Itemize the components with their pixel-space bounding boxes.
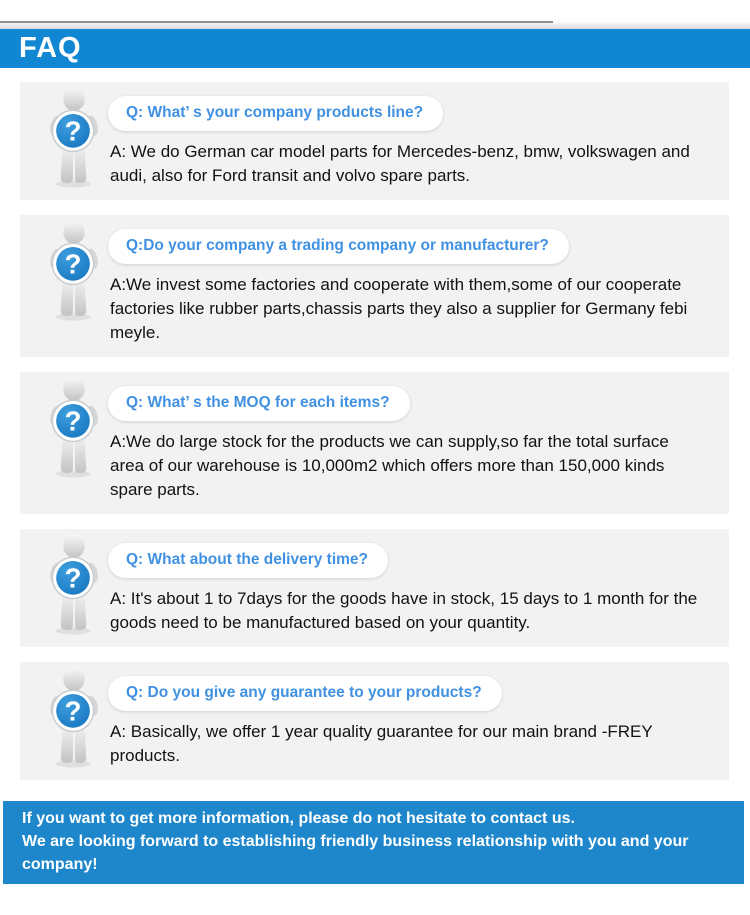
- question-figure-icon: [46, 534, 100, 636]
- question-figure-icon: [46, 667, 100, 769]
- faq-header-bar: [0, 29, 750, 68]
- faq-item-4: [20, 529, 729, 647]
- faq-list: [0, 82, 750, 780]
- faq-item-2: [20, 215, 729, 357]
- page-title: FAQ: [19, 32, 82, 64]
- question-bubble: [108, 96, 443, 131]
- question-text: Q: What about the delivery time?: [126, 551, 368, 568]
- answer-text: A: Basically, we offer 1 year quality guarantee for our main brand -FREY products.: [110, 722, 653, 765]
- top-divider-line: [0, 21, 553, 23]
- answer-text: A: We do German car model parts for Mercedes-benz, bmw, volkswagen and audi, also for Ford transit and volvo spare parts.: [110, 142, 690, 185]
- question-text: Q: Do you give any guarantee to your products?: [126, 684, 482, 701]
- question-bubble: [108, 386, 410, 421]
- question-bubble: [108, 676, 502, 711]
- faq-item-1: [20, 82, 729, 200]
- question-bubble: [108, 229, 569, 264]
- answer-text: A: It's about 1 to 7days for the goods have in stock, 15 days to 1 month for the goods need to be manufactured based on your quantity.: [110, 589, 698, 632]
- question-text: Q:Do your company a trading company or manufacturer?: [126, 237, 549, 254]
- faq-item-3: [20, 372, 729, 514]
- question-figure-icon: [46, 87, 100, 189]
- contact-banner-line2: We are looking forward to establishing friendly business relationship with you and your company!: [22, 833, 689, 873]
- faq-item-5: [20, 662, 729, 780]
- question-figure-icon: [46, 220, 100, 322]
- contact-banner: [3, 801, 744, 884]
- question-text: Q: What’ s your company products line?: [126, 104, 424, 121]
- answer-text: A:We invest some factories and cooperate with them,some of our cooperate factories like rubber parts,chassis parts they also a supplier for Germany febi meyle.: [110, 275, 688, 342]
- question-figure-icon: [46, 377, 100, 479]
- answer-text: A:We do large stock for the products we can supply,so far the total surface area of our warehouse is 10,000m2 which offers more than 150,000 kinds spare parts.: [110, 432, 669, 499]
- contact-banner-line1: If you want to get more information, please do not hesitate to contact us.: [22, 810, 575, 827]
- question-bubble: [108, 543, 388, 578]
- question-text: Q: What’ s the MOQ for each items?: [126, 394, 390, 411]
